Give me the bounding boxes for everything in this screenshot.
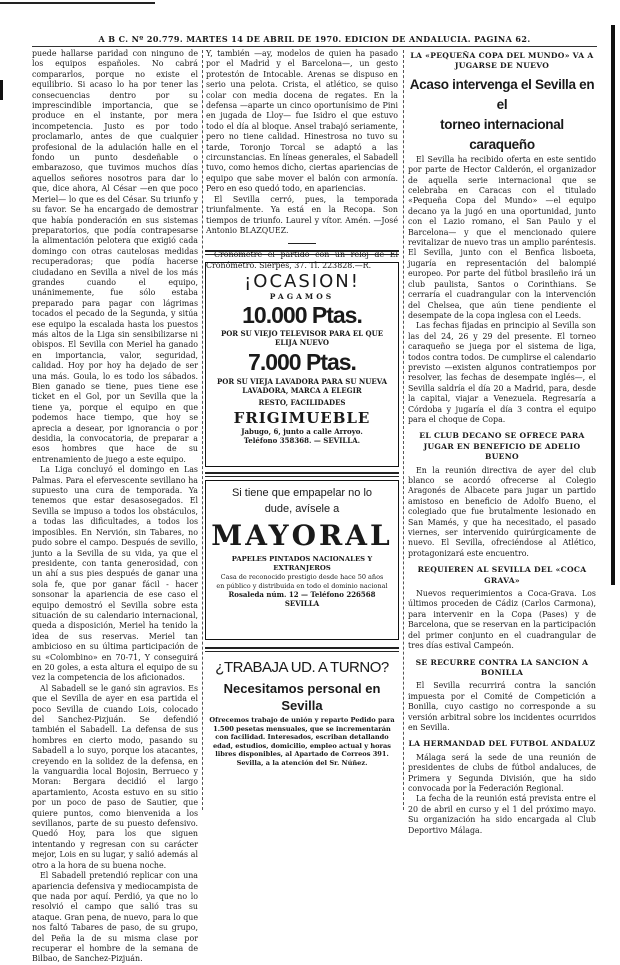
- ad-trabaja: [205, 656, 399, 796]
- paragraph: puede hallarse paridad con ninguno de los equipos españoles. No cabrá compararlos, porque no existe el equilibrio. Si acaso lo ha por tener las consecuencias dentro por su imprescindible importancia, que se produce en el instante, por mera incompetencia. Justo es por todo proclamarlo, antes de que cualquier profesional de la adulación halle en el fondo un punto desdeñable o embarazoso, que tuvimos muchos días aquellos señores nosotros para dar lo que, dice ahora, Al César —en que poco Meriel— lo que es del César. Su triunfo y su favor. Se ha encargado de demostrar que había ponderación en sus sistemas preparatorios, que podía contrapesarse la alimentación pelotera que exigió cada domingo con otras cautelosas medidas recuperadoras; que podía hacerse ciudadano en Sevilla a nivel de los más grandes cuando el equipo, unánimemente, fue sólo estaba preparado para pagar con lágrimas tocados el pecado de la Segunda, y sitúa ese equipo la escalada hasta los puestos más altos de la Liga sin sensibilizarse ni obispos. El Sevilla con Meriel ha ganado en importancia, valor, seguridad, calidad. Hoy por hoy ha dejado de ser una más. Goula, lo es todo los sábados. Bien ganado se tiene, pues tiene ese ticket en el Gol, por un Sevilla que la tiene ya, porque el equipo en que podemos hace tiempo, que hoy se aprecia a desear, por ignorancia o por desidia, la convocatoria, de preparar a esos hombres que hace de su entrenamiento de juego a este equipo.: [32, 49, 198, 464]
- ad-brand: MAYORAL: [211, 519, 393, 552]
- paragraph: La Liga concluyó el domingo en Las Palmas. Para el efervescente sevillano ha supuesto una cura de temporada. Ya tenemos que estar desasosegados. El Sevilla se impuso a todos los obstáculos, a todas las dificultades, a todos los imposibles. En Nervión, sin Tabares, no pudo sobre el campo. Después de sevillo, junto a la Sevilla de su vida, ya que el presidente, con tanta generosidad, con un ahí a sus pies después de ganar una sola fe, que por ganar fácil - hacer sonsonar la apariencia de ese caso el equipo demostró el Sevilla sobre esta situación de su calendario internacional, queda a disposición, Meriel ha tenido la idea de sus reservas. Meriel tan ambicioso en su última participación de su «Colombino» en 70-71, Y conseguirá en 20 goles, a esta altura el equipo de su vez la competencia de los aficionados.: [32, 465, 198, 683]
- ad-text: PAPELES PINTADOS NACIONALES Y EXTRANJEROS: [231, 555, 373, 572]
- left-column-article: [32, 49, 198, 965]
- section-heading: REQUIEREN AL SEVILLA DEL «COCA GRAVA»: [417, 565, 587, 585]
- right-column-articles: [408, 49, 596, 836]
- divider: [205, 647, 399, 652]
- paragraph: Las fechas fijadas en principio al Sevilla son las del 24, 26 y 29 del presente. El torneo caraqueño se juega por el sistema de liga, todos contra todos. De cumplirse el calendario previsto —existen algunos contratiempos por resolver, las fechas de desempate inglés—, el Sevilla saldría el día 20 a Madrid, para, desde la capital, viajar a Venezuela. Regresaría a Córdoba y jugaría el día 3 contra el equipo para el choque de Copa.: [408, 321, 596, 424]
- page-masthead: A B C. Nº 20.779. MARTES 14 DE ABRIL DE 1970. EDICION DE ANDALUCIA. PAGINA 62.: [98, 34, 531, 44]
- ad-price: 10.000 Ptas.: [242, 302, 362, 328]
- scan-edge-bar: [0, 80, 3, 100]
- ad-title: ¡OCASION!: [244, 271, 360, 292]
- paragraph: [206, 195, 398, 237]
- ad-body: Ofrecemos trabajo de unión y reparto Pedido para 1.500 pesetas mensuales, que se incrementarán con facilidad. Interesados, escriban detallando edad, estudios, domicilio, empleo actual y horas libres disponibles, al Apartado de Correos 391. Sevilla, a la atención del Sr. Núñez.: [209, 716, 395, 767]
- divider: [205, 472, 399, 477]
- ad-text: POR SU VIEJO TELEVISOR PARA EL QUE ELIJA NUEVO: [220, 329, 384, 347]
- divider: [205, 250, 399, 255]
- section-heading: SE RECURRE CONTRA LA SANCION A BONILLA: [415, 657, 589, 677]
- author-signature: —José Antonio BLAZQUEZ.: [206, 215, 399, 235]
- ad-subtitle: PAGAMOS: [269, 292, 335, 301]
- middle-column-article: [206, 49, 398, 271]
- paragraph: Cronometre el partido con un reloj de El Cronómetro. Sierpes, 37. Tl. 223828.—R.: [206, 250, 398, 270]
- ad-mayoral: [205, 480, 399, 640]
- ad-phone: Teléfono 358368. — SEVILLA.: [243, 436, 361, 445]
- ad-frigimueble: [205, 262, 399, 467]
- paragraph: Al Sabadell se le ganó sin agravios. Es que el Sevilla de ayer en esa partida el poco Sevilla de cuando Lois, colocado del Sanchez-Pizjuán. Se defendió también el Sabadell. La defensa de sus hombres en cierto modo, pasando su Sabadell a lo suyo, porque los atacantes, creyendo en la solidez de la defensa, en la vanguardia local Bojosin, Berrueco y Moran: Bergara decidió el largo apartamiento, Acosta estuvo en su sitio por un poco de paso de Sautier, que quiere puntos, como bienvenida a los sevillanos, parte de su puesto defensivo. Quedó Hoy, para los que siguen intentando y regresan con su carácter mejor, Lois en su lugar, y salió además al otro a la hora de su buena noche.: [32, 683, 198, 870]
- paragraph: En la reunión directiva de ayer del club blanco se acordó ofrecerse al Colegio Aragonés de Albacete para jugar un partido amistoso en beneficio de Adolfo Bueno, el colegiado que fue brutalmente lesionado en San Mamés, y que ha necesitado, el pasado viernes, ser intervenido quirúrgicamente de nuevo. El Sevilla, ofreciéndose al Atlético, protagonizará este encuentro.: [408, 465, 596, 558]
- ad-text: RESTO, FACILIDADES: [258, 398, 346, 407]
- paragraph: Nuevos requerimientos a Coca-Grava. Los últimos proceden de Cádiz (Carlos Carmona), para intervenir en la Copa (Pases) y de Barcelona, que se reservan en la participación del primer conjunto en el cuadrangular de tres días estival Campeón.: [408, 589, 596, 651]
- divider: [32, 46, 597, 47]
- paragraph: El Sabadell pretendió replicar con una apariencia defensiva y mediocampista de que nada por aquí. Perdió, ya que no lo resolvió el campo que salió tras su ataque. Gran pena, de nuevo, para lo que nos faltó Tabares de paso, de su grupo, del Peña la de su misma clase por recuperar el hombre de la semana de Bilbao, de Sanchez-Pizjuán.: [32, 871, 198, 964]
- scan-edge-bar: [0, 2, 155, 4]
- paragraph: El Sevilla ha recibido oferta en este sentido por parte de Hector Calderón, el organizador de aquella serie internacional que se celebraba en Caracas con el titulado «Pequeña Copa del Mundo» —el equipo decano ya la jugó en una oportunidad, junto con el Lazio romano, el San Paulo y el Barcelona— y que el mencionado quiere revitalizar de nuevo tras un amplio paréntesis. El Sevilla, junto con el Benfica lisboeta, jugaría en representación del balompié europeo. Por parte del fútbol brasileño irá un club paulista, Santos o Corinthians. Se cerraría el cuadrangular con la intervención del Chelsea, que aún tiene pendiente el desempate de la copa inglesa con el Leeds.: [408, 154, 596, 320]
- paragraph-text: El Sevilla cerró, pues, la temporada triunfalmente. Ya está en la Recopa. Son tiempos de triunfo. Laurel y vítor. Amén.: [206, 194, 398, 225]
- ad-price: 7.000 Ptas.: [248, 349, 356, 375]
- ad-subheadline: Necesitamos personal en Sevilla: [223, 681, 381, 713]
- divider: [288, 243, 316, 244]
- paragraph: La fecha de la reunión está prevista entre el 20 de abril en curso y el 1 del próximo mayo. Su organización ha sido encargada al Club Deportivo Málaga.: [408, 794, 596, 835]
- paragraph: Málaga será la sede de una reunión de presidentes de clubs de fútbol andaluces, de Primera y Segunda División, que ha sido convocada por la Federación Regional.: [408, 752, 596, 793]
- section-heading: LA HERMANDAD DEL FUTBOL ANDALUZ: [408, 739, 596, 749]
- ad-brand: FRIGIMUEBLE: [233, 409, 371, 427]
- article-headline: torneo internacional caraqueño: [440, 116, 564, 152]
- paragraph: El Sevilla recurrirá contra la sanción impuesta por el Comité de Competición a Bonilla, cuyo castigo no corresponde a su versión arbitral sobre los incidentes ocurridos en Sevilla.: [408, 681, 596, 732]
- paragraph: Y, también —ay, modelos de quien ha pasado por el Madrid y el Barcelona—, un gesto protestón de Intocable. Arenas se dispuso en serio una pelota. Crista, el atlético, se quiso colar con media docena de regates. En la defensa —aparte un cinco oportunísimo de Pini en jugada de Lloy— fue Isidro el que estuvo todo el día al bloque. Ansel trabajó seriamente, pero no tiene calidad. Hinestrosa no tuvo su tarde, Toronjo Torcal se adaptó a las circunstancias. En líneas generales, el Sabadell tuvo, como hemos dicho, ciertas apariencias de equipo que sabe mover el balón con armonía. Pero en eso quedó todo, en apariencias.: [206, 49, 398, 194]
- ad-headline: ¿TRABAJA UD. A TURNO?: [215, 659, 389, 676]
- column-divider: [202, 50, 204, 810]
- scan-edge-bar: [611, 25, 615, 585]
- column-divider: [403, 50, 405, 810]
- ad-text: POR SU VIEJA LAVADORA PARA SU NUEVA LAVADORA, MARCA A ELEGIR: [216, 377, 388, 395]
- ad-city: SEVILLA: [284, 599, 320, 608]
- section-heading: EL CLUB DECANO SE OFRECE PARA JUGAR EN BENEFICIO DE ADELIO BUENO: [419, 431, 585, 462]
- ad-address: Jabugo, 6, junto a calle Arroyo.: [241, 427, 363, 436]
- article-headline: Acaso intervenga el Sevilla en el: [409, 76, 595, 112]
- ad-text: Casa de reconocido prestigio desde hace 50 años en público y distribuida en todo el dominio nacional: [216, 573, 388, 590]
- ad-address: Rosaleda núm. 12 — Teléfono 226568: [228, 590, 376, 599]
- article-kicker: LA «PEQUEÑA COPA DEL MUNDO» VA A JUGARSE DE NUEVO: [410, 51, 594, 71]
- ad-headline: Si tiene que empapelar no lo dude, avísele a: [231, 487, 373, 515]
